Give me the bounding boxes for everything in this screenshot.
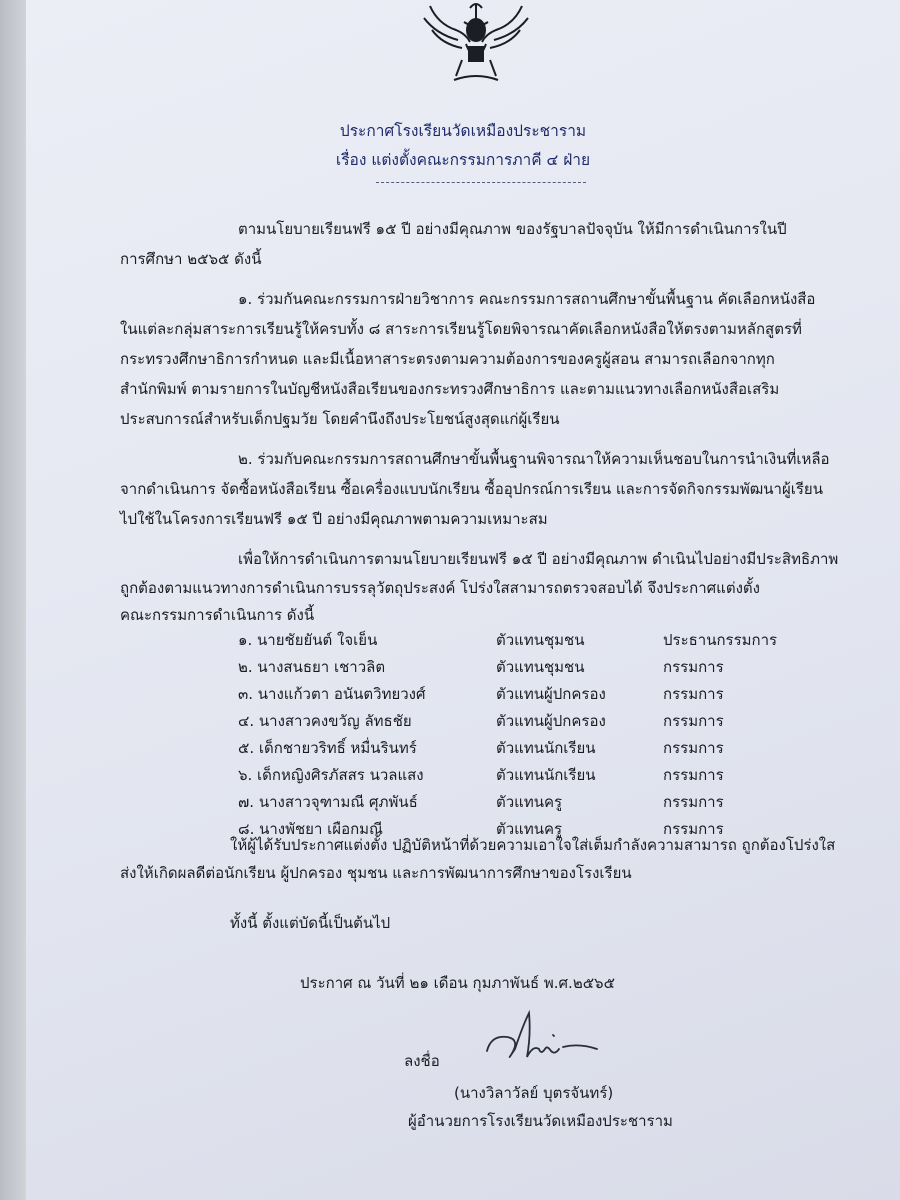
committee-row <box>26 708 900 735</box>
member-position: กรรมการ <box>663 793 724 811</box>
member-name: ๑. นายชัยยันต์ ใจเย็น <box>238 631 378 649</box>
member-name: ๖. เด็กหญิงศิรภัสสร นวลแสง <box>238 766 424 784</box>
member-name: ๔. นางสาวคงขวัญ ลัทธชัย <box>238 712 412 730</box>
item1-line-2: ในแต่ละกลุ่มสาระการเรียนรู้ให้ครบทั้ง ๘ สาระการเรียนรู้โดยพิจารณาคัดเลือกหนังสือให้ตรงตามหลักสูตรที่ <box>120 320 802 338</box>
member-represent: ตัวแทนชุมชน <box>496 658 585 676</box>
purpose-line-3: คณะกรรมการดำเนินการ ดังนี้ <box>120 606 315 624</box>
member-represent: ตัวแทนครู <box>496 793 563 811</box>
item1-line-3: กระทรวงศึกษาธิการกำหนด และมีเนื้อหาสาระตรงตามความต้องการของครูผู้สอน สามารถเลือกจากทุก <box>120 350 775 368</box>
item1-line-4: สำนักพิมพ์ ตามรายการในบัญชีหนังสือเรียนของกระทรวงศึกษาธิการ และตามแนวทางเลือกหนังสือเสริม <box>120 380 780 398</box>
member-position: ประธานกรรมการ <box>663 631 778 649</box>
member-position: กรรมการ <box>663 685 724 703</box>
intro-line-1: ตามนโยบายเรียนฟรี ๑๕ ปี อย่างมีคุณภาพ ของรัฐบาลปัจจุบัน ให้มีการดำเนินการในปี <box>238 220 787 238</box>
member-name: ๓. นางแก้วตา อนันตวิทยวงศ์ <box>238 685 426 703</box>
announcement-date: ประกาศ ณ วันที่ ๒๑ เดือน กุมภาพันธ์ พ.ศ.๒๕๖๕ <box>300 974 615 992</box>
member-represent: ตัวแทนนักเรียน <box>496 739 596 757</box>
member-name: ๕. เด็กชายวริทธิ์ หมื่นรินทร์ <box>238 739 417 757</box>
member-represent: ตัวแทนผู้ปกครอง <box>496 712 606 730</box>
member-position: กรรมการ <box>663 820 724 838</box>
signer-title: ผู้อำนวยการโรงเรียนวัดเหมืองประชาราม <box>408 1112 673 1130</box>
member-name: ๗. นางสาวจุฑามณี ศุภพันธ์ <box>238 793 418 811</box>
member-represent: ตัวแทนนักเรียน <box>496 766 596 784</box>
item1-line-5: ประสบการณ์สำหรับเด็กปฐมวัย โดยคำนึงถึงประโยชน์สูงสุดแก่ผู้เรียน <box>120 410 560 428</box>
intro-line-2: การศึกษา ๒๕๖๕ ดังนี้ <box>120 250 262 268</box>
member-represent: ตัวแทนชุมชน <box>496 631 585 649</box>
item2-line-3: ไปใช้ในโครงการเรียนฟรี ๑๕ ปี อย่างมีคุณภาพตามความเหมาะสม <box>120 510 548 528</box>
committee-row <box>26 681 900 708</box>
member-represent: ตัวแทนครู <box>496 820 563 838</box>
handwritten-signature <box>481 1005 601 1067</box>
signer-name: (นางวิลาวัลย์ บุตรจันทร์) <box>454 1084 614 1102</box>
committee-row <box>26 654 900 681</box>
document-title: ประกาศโรงเรียนวัดเหมืองประชาราม <box>339 122 587 140</box>
duty-line-2: ส่งให้เกิดผลดีต่อนักเรียน ผู้ปกครอง ชุมชน และการพัฒนาการศึกษาของโรงเรียน <box>120 864 632 882</box>
member-name: ๒. นางสนธยา เชาวลิต <box>238 658 386 676</box>
purpose-line-2: ถูกต้องตามแนวทางการดำเนินการบรรลุวัตถุประสงค์ โปร่งใสสามารถตรวจสอบได้ จึงประกาศแต่งตั้ง <box>120 579 760 597</box>
committee-row <box>26 627 900 654</box>
committee-row <box>26 762 900 789</box>
item1-line-1: ๑. ร่วมกันคณะกรรมการฝ่ายวิชาการ คณะกรรมการสถานศึกษาขั้นพื้นฐาน คัดเลือกหนังสือ <box>238 290 816 308</box>
committee-row <box>26 789 900 816</box>
document-subject: เรื่อง แต่งตั้งคณะกรรมการภาคี ๔ ฝ่าย <box>335 151 591 169</box>
member-represent: ตัวแทนผู้ปกครอง <box>496 685 606 703</box>
duty-line-1: ให้ผู้ได้รับประกาศแต่งตั้ง ปฏิบัติหน้าที่ด้วยความเอาใจใส่เต็มกำลังความสามารถ ถูกต้องโปร่งใส <box>230 836 836 854</box>
effective-statement: ทั้งนี้ ตั้งแต่บัดนี้เป็นต้นไป <box>230 914 391 932</box>
item2-line-2: จากดำเนินการ จัดซื้อหนังสือเรียน ซื้อเครื่องแบบนักเรียน ซื้ออุปกรณ์การเรียน และการจัดกิจกรรมพัฒนาผู้เรียน <box>120 480 823 498</box>
page-shadow <box>0 0 28 1200</box>
title-divider <box>376 182 586 183</box>
item2-line-1: ๒. ร่วมกับคณะกรรมการสถานศึกษาขั้นพื้นฐานพิจารณาให้ความเห็นชอบในการนำเงินที่เหลือ <box>238 450 830 468</box>
member-name: ๘. นางพัชยา เผือกมณี <box>238 820 383 838</box>
member-position: กรรมการ <box>663 712 724 730</box>
member-position: กรรมการ <box>663 766 724 784</box>
garuda-emblem <box>416 0 536 88</box>
committee-row <box>26 735 900 762</box>
member-position: กรรมการ <box>663 658 724 676</box>
sign-label: ลงชื่อ <box>404 1052 440 1070</box>
document-page <box>26 0 900 1200</box>
member-position: กรรมการ <box>663 739 724 757</box>
purpose-line-1: เพื่อให้การดำเนินการตามนโยบายเรียนฟรี ๑๕ ปี อย่างมีคุณภาพ ดำเนินไปอย่างมีประสิทธิภาพ <box>238 550 839 568</box>
